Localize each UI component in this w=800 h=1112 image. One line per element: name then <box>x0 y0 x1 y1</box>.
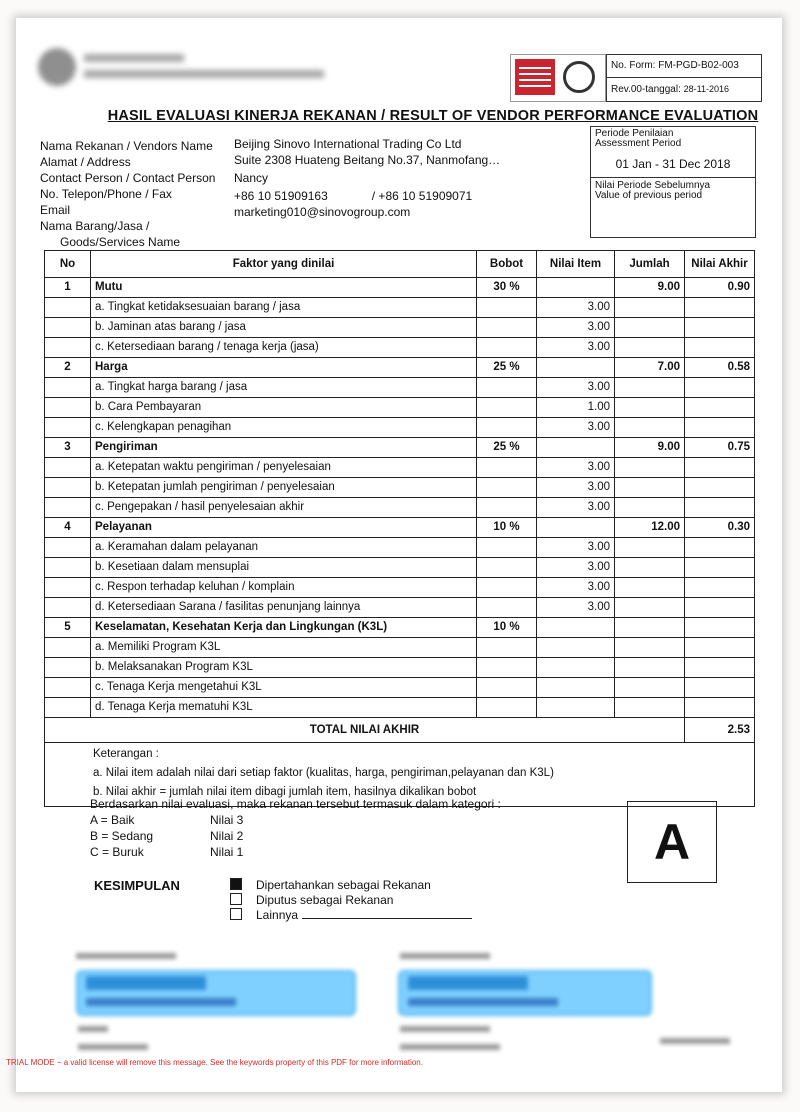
blurred-caption-right <box>400 953 490 959</box>
checkbox-checked-icon[interactable] <box>230 878 242 890</box>
total-row <box>45 718 755 743</box>
evaluation-table <box>44 250 755 807</box>
option-retain[interactable]: Dipertahankan sebagai Rekanan <box>230 878 472 893</box>
vendor-values <box>234 136 584 220</box>
header-final: Nilai Akhir <box>685 251 755 278</box>
blurred-role-left <box>78 1044 148 1050</box>
table-row: b. Jaminan atas barang / jasa 3.00 <box>45 318 755 338</box>
reviewed-stamp-blurred <box>76 970 356 1016</box>
section-row: 3 Pengiriman 25 % 9.00 0.75 <box>45 438 755 458</box>
category-section <box>90 796 501 860</box>
total-value: 2.53 <box>685 718 755 743</box>
section-row: 2 Harga 25 % 7.00 0.58 <box>45 358 755 378</box>
header-weight: Bobot <box>477 251 537 278</box>
vendor-email: marketing010@sinovogroup.com <box>234 205 411 219</box>
checkbox-empty-icon[interactable] <box>230 893 242 905</box>
option-other[interactable]: Lainnya <box>230 908 472 923</box>
category-row-a: A = Baik Nilai 3 <box>90 813 244 827</box>
document-page <box>16 18 782 1092</box>
section-row: 4 Pelayanan 10 % 12.00 0.30 <box>45 518 755 538</box>
assessment-period-value: 01 Jan - 31 Dec 2018 <box>615 157 731 171</box>
table-row: b. Ketepatan jumlah pengiriman / penyelesaian 3.00 <box>45 478 755 498</box>
notes-title: Keterangan : <box>93 748 159 760</box>
table-row: a. Tingkat harga barang / jasa 3.00 <box>45 378 755 398</box>
section-row: 5 Keselamatan, Kesehatan Kerja dan Lingkungan (K3L) 10 % <box>45 618 755 638</box>
blurred-role-right <box>400 1044 500 1050</box>
certification-logo <box>510 54 606 102</box>
conclusion-title: KESIMPULAN <box>94 878 180 893</box>
vendor-address: Suite 2308 Huateng Beitang No.37, Nanmofang… <box>234 153 501 167</box>
form-number-box <box>606 54 762 102</box>
table-row: d. Ketersediaan Sarana / fasilitas penunjang lainnya 3.00 <box>45 598 755 618</box>
header-no: No <box>45 251 91 278</box>
category-intro: Berdasarkan nilai evaluasi, maka rekanan tersebut termasuk dalam kategori : <box>90 797 501 811</box>
category-row-b: B = Sedang Nilai 2 <box>90 829 244 843</box>
table-row: c. Kelengkapan penagihan 3.00 <box>45 418 755 438</box>
blurred-signer-right <box>400 1026 490 1032</box>
note-b: b. Nilai akhir = jumlah nilai item dibagi jumlah item, hasilnya dikalikan bobot <box>93 786 477 798</box>
table-row: d. Tenaga Kerja mematuhi K3L <box>45 698 755 718</box>
blurred-signer-left <box>78 1026 108 1032</box>
table-row: b. Melaksanakan Program K3L <box>45 658 755 678</box>
blurred-form-code <box>660 1038 730 1044</box>
checkbox-empty-icon[interactable] <box>230 908 242 920</box>
page-title: HASIL EVALUASI KINERJA REKANAN / RESULT OF VENDOR PERFORMANCE EVALUATION <box>107 108 759 124</box>
table-row: c. Respon terhadap keluhan / komplain 3.00 <box>45 578 755 598</box>
blurred-caption-left <box>76 953 176 959</box>
assessment-period-box: Periode Penilaian Assessment Period 01 Jan - 31 Dec 2018 Nilai Periode Sebelumnya Value of previous period <box>590 126 756 238</box>
vendor-contact: Nancy <box>234 171 269 185</box>
table-row: a. Memiliki Program K3L <box>45 638 755 658</box>
category-row-c: C = Buruk Nilai 1 <box>90 845 244 859</box>
header-factor: Faktor yang dinilai <box>91 251 477 278</box>
table-row: b. Kesetiaan dalam mensuplai 3.00 <box>45 558 755 578</box>
table-row: b. Cara Pembayaran 1.00 <box>45 398 755 418</box>
form-number: No. Form: FM-PGD-B02-003 <box>611 60 739 71</box>
table-row: c. Tenaga Kerja mengetahui K3L <box>45 678 755 698</box>
section-row: 1 Mutu 30 % 9.00 0.90 <box>45 278 755 298</box>
header-sum: Jumlah <box>615 251 685 278</box>
conclusion-options <box>230 878 472 923</box>
note-a: a. Nilai item adalah nilai dari setiap faktor (kualitas, harga, pengiriman,pelayanan dan K3L) <box>93 767 554 779</box>
vendor-name: Beijing Sinovo International Trading Co Ltd <box>234 137 462 151</box>
trial-mode-notice: TRIAL MODE − a valid license will remove this message. See the keywords property of this PDF for more information. <box>6 1058 423 1067</box>
option-terminate[interactable]: Diputus sebagai Rekanan <box>230 893 472 908</box>
company-logo-blurred <box>38 48 328 88</box>
table-row: c. Ketersediaan barang / tenaga kerja (jasa) 3.00 <box>45 338 755 358</box>
vendor-labels: Nama Rekanan / Vendors Name Alamat / Address Contact Person / Contact Person No. Telepon/Phone / Fax Email Nama Barang/Jasa / Goods/Services Name <box>40 139 216 249</box>
vendor-phone: +86 10 51909163 / +86 10 51909071 <box>234 189 473 203</box>
header-item-value: Nilai Item <box>537 251 615 278</box>
table-header-row <box>45 251 755 278</box>
other-fill-line <box>302 918 472 919</box>
table-row: a. Tingkat ketidaksesuaian barang / jasa 3.00 <box>45 298 755 318</box>
table-row: c. Pengepakan / hasil penyelesaian akhir 3.00 <box>45 498 755 518</box>
approved-stamp-blurred <box>398 970 652 1016</box>
table-row: a. Ketepatan waktu pengiriman / penyelesaian 3.00 <box>45 458 755 478</box>
revision-line: Rev.00-tanggal: 28-11-2016 <box>607 77 761 100</box>
grade-box: A <box>627 801 717 883</box>
total-label: TOTAL NILAI AKHIR <box>45 718 685 743</box>
table-row: a. Keramahan dalam pelayanan 3.00 <box>45 538 755 558</box>
